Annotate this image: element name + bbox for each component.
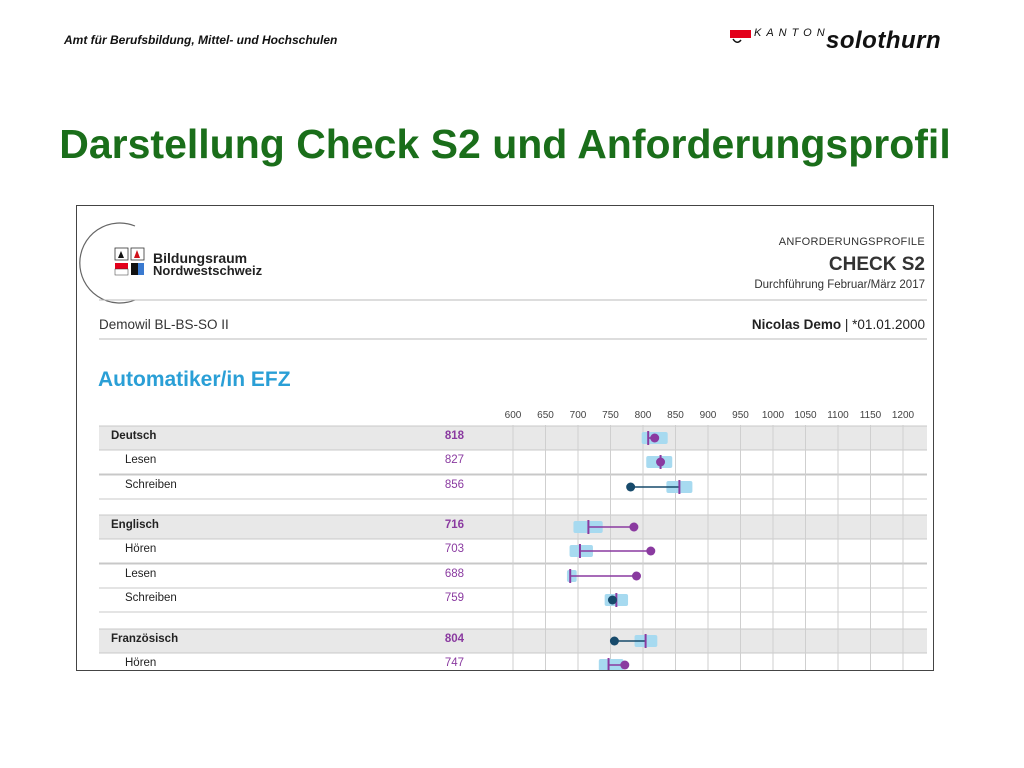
- subject-label: Deutsch: [111, 430, 157, 442]
- x-tick-label: 1000: [761, 410, 785, 421]
- student-score-point: [632, 572, 641, 581]
- x-tick-label: 800: [634, 410, 652, 421]
- profile-score-value: 759: [444, 592, 464, 604]
- subject-label: Englisch: [111, 519, 159, 531]
- subtest-label: Hören: [125, 657, 157, 669]
- canton-flag-icon: [730, 30, 751, 46]
- student-score-point: [610, 637, 619, 646]
- student-score-point: [626, 483, 635, 492]
- canton-name: solothurn: [826, 27, 942, 54]
- slide-title: Darstellung Check S2 und Anforderungsprofil: [59, 121, 951, 167]
- student-info: [752, 317, 925, 332]
- x-tick-label: 650: [537, 410, 554, 421]
- subtest-label: Hören: [125, 543, 157, 555]
- profile-subtitle: Durchführung Februar/März 2017: [754, 279, 925, 291]
- x-tick-label: 850: [667, 410, 684, 421]
- profile-score-value: 827: [444, 454, 464, 466]
- student-score-point: [656, 458, 665, 467]
- student-separator: |: [844, 317, 849, 332]
- x-tick-label: 750: [602, 410, 619, 421]
- x-tick-label: 1100: [827, 410, 849, 421]
- profile-heading: ANFORDERUNGSPROFILE: [778, 236, 925, 248]
- student-score-point: [629, 523, 638, 532]
- student-score-point: [620, 661, 629, 670]
- student-score-point: [608, 596, 617, 605]
- profile-score-value: 688: [444, 568, 464, 580]
- logo-shields-icon: [115, 248, 144, 275]
- subtest-label: Schreiben: [125, 479, 177, 491]
- school-name: Demowil BL-BS-SO II: [99, 317, 229, 332]
- profile-score-value: 818: [444, 430, 464, 442]
- subject-label: Französisch: [111, 633, 179, 645]
- profile-score-value: 804: [444, 633, 464, 645]
- x-tick-label: 950: [732, 410, 749, 421]
- x-tick-label: 700: [569, 410, 587, 421]
- subtest-label: Lesen: [125, 568, 157, 580]
- x-tick-label: 1200: [891, 410, 915, 421]
- profile-document: [76, 205, 934, 671]
- profile-score-value: 716: [444, 519, 464, 531]
- student-name: Nicolas Demo: [751, 317, 842, 332]
- student-score-point: [646, 547, 655, 556]
- x-tick-label: 900: [699, 410, 717, 421]
- x-tick-label: 1050: [794, 410, 817, 421]
- canton-word: KANTON: [754, 27, 830, 39]
- x-tick-label: 1150: [859, 410, 882, 421]
- office-name: Amt für Berufsbildung, Mittel- und Hochschulen: [64, 33, 338, 47]
- subtest-label: Schreiben: [125, 592, 177, 604]
- profile-title: CHECK S2: [828, 254, 925, 275]
- logo-line-2: Nordwestschweiz: [153, 263, 263, 278]
- subtest-label: Lesen: [125, 454, 157, 466]
- x-tick-label: 600: [504, 410, 522, 421]
- logo-line-1: Bildungsraum: [153, 250, 248, 266]
- profile-score-value: 703: [444, 543, 464, 555]
- profession-title: Automatiker/in EFZ: [98, 368, 291, 391]
- profile-score-value: 856: [444, 479, 464, 491]
- student-score-point: [650, 434, 659, 443]
- student-birthdate: *01.01.2000: [852, 317, 925, 332]
- profile-score-value: 747: [444, 657, 464, 669]
